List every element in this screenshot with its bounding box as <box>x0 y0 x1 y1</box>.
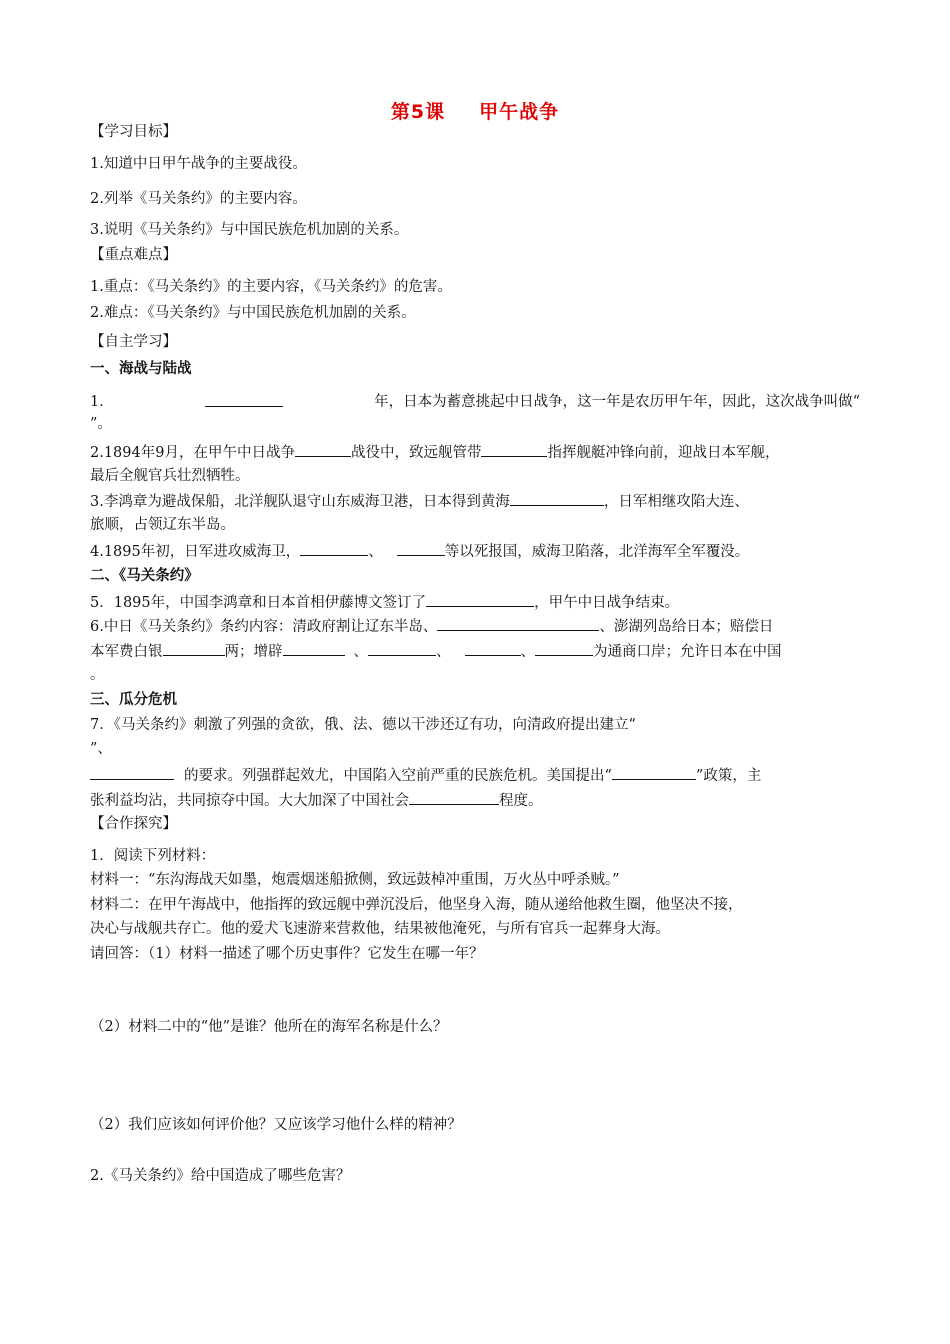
blank-treaty-name[interactable] <box>426 591 534 607</box>
page-title <box>0 97 950 124</box>
question-7-line-3: 的要求。列强群起效尤，中国陷入空前严重的民族危机。美国提出“ ”政策，主 <box>90 764 761 787</box>
blank-sphere-of-influence[interactable] <box>90 764 174 780</box>
question-1-line-1: 1． 年，日本为蓄意挑起中日战争，这一年是农历甲午年，因此，这次战争叫做“ <box>90 391 860 413</box>
heading-naval-land-battles: 一、海战与陆战 <box>90 361 192 377</box>
section-cooperation: 【合作探究】 <box>90 816 177 832</box>
blank-ceded-territory[interactable] <box>437 615 599 631</box>
blank-martyr-1[interactable] <box>300 540 368 556</box>
question-2-line-2: 最后全舰官兵壮烈牺牲。 <box>90 468 250 484</box>
lesson-number: 第5课 <box>390 101 446 123</box>
coop-material-1: 材料一：“东沟海战天如墨，炮震烟迷船掀侧，致远鼓棹冲重围，万火丛中呼杀贼。” <box>90 872 620 888</box>
blank-sea-control[interactable] <box>510 490 604 506</box>
heading-partition-crisis: 三、瓜分危机 <box>90 692 177 708</box>
blank-battle[interactable] <box>295 441 351 457</box>
blank-port-3[interactable] <box>465 640 521 656</box>
key-point-1: 1.重点：《马关条约》的主要内容，《马关条约》的危害。 <box>90 279 452 295</box>
section-self-study: 【自主学习】 <box>90 334 177 350</box>
coop-question-3: （2）我们应该如何评价他？又应该学习他什么样的精神？ <box>90 1117 462 1133</box>
blank-indemnity[interactable] <box>163 640 225 656</box>
coop-material-2-line-1: 材料二：在甲午海战中，他指挥的致远舰中弹沉没后，他坚身入海，随从递给他救生圈，他坚决不接， <box>90 897 743 913</box>
blank-port-4[interactable] <box>535 640 593 656</box>
question-6-line-1: 6.中日《马关条约》条约内容：清政府割让辽东半岛、 、澎湖列岛给日本；赔偿日 <box>90 615 773 638</box>
objective-2: 2.列举《马关条约》的主要内容。 <box>90 191 307 207</box>
question-3-line-2: 旅顺，占领辽东半岛。 <box>90 517 235 533</box>
question-6-line-2: 本军费白银 两；增辟 、 、 、 为通商口岸；允许日本在中国 <box>90 640 782 663</box>
blank-port-1[interactable] <box>283 640 345 656</box>
key-point-2: 2.难点：《马关条约》与中国民族危机加剧的关系。 <box>90 305 416 321</box>
objective-3: 3.说明《马关条约》与中国民族危机加剧的关系。 <box>90 222 409 238</box>
blank-martyr-2[interactable] <box>397 540 445 556</box>
question-7-line-1: 7．《马关条约》刺激了列强的贪欲，俄、法、德以干涉还辽有功，向清政府提出建立“ <box>90 717 636 733</box>
coop-read-materials: 1．阅读下列材料： <box>90 848 216 864</box>
blank-semi-colonial[interactable] <box>409 789 499 805</box>
question-3-line-1: 3.李鸿章为避战保船，北洋舰队退守山东威海卫港，日本得到黄海 ，日军相继攻陷大连、 <box>90 490 749 513</box>
coop-question-treaty-harm: 2.《马关条约》给中国造成了哪些危害？ <box>90 1168 351 1184</box>
blank-us-policy[interactable] <box>612 764 696 780</box>
question-1-line-2: ”。 <box>90 416 112 432</box>
coop-material-2-line-2: 决心与战舰共存亡。他的爱犬飞速游来营救他，结果被他淹死，与所有官兵一起葬身大海。 <box>90 921 670 937</box>
blank-year[interactable] <box>205 391 283 407</box>
section-objectives: 【学习目标】 <box>90 124 177 140</box>
blank-port-2[interactable] <box>368 640 436 656</box>
coop-question-1: 请回答：（1）材料一描述了哪个历史事件？它发生在哪一年？ <box>90 946 484 962</box>
question-7-line-2: ”、 <box>90 741 112 757</box>
section-key-points: 【重点难点】 <box>90 247 177 263</box>
question-4: 4.1895年初，日军进攻威海卫， 、 等以死报国，威海卫陷落，北洋海军全军覆没。 <box>90 540 749 563</box>
coop-question-2: （2）材料二中的“他”是谁？他所在的海军名称是什么？ <box>90 1019 448 1035</box>
lesson-title: 甲午战争 <box>479 101 560 123</box>
blank-captain[interactable] <box>481 441 547 457</box>
question-5: 5．1895年，中国李鸿章和日本首相伊藤博文签订了 ，甲午中日战争结束。 <box>90 591 679 614</box>
question-2-line-1: 2.1894年9月，在甲午中日战争 战役中，致远舰管带 指挥舰艇冲锋向前，迎战日本军舰， <box>90 441 779 464</box>
heading-treaty: 二、《马关条约》 <box>90 568 199 584</box>
objective-1: 1.知道中日甲午战争的主要战役。 <box>90 156 307 172</box>
question-7-line-4: 张利益均沾，共同掠夺中国。大大加深了中国社会 程度。 <box>90 789 543 812</box>
question-6-line-3: 。 <box>90 667 105 683</box>
